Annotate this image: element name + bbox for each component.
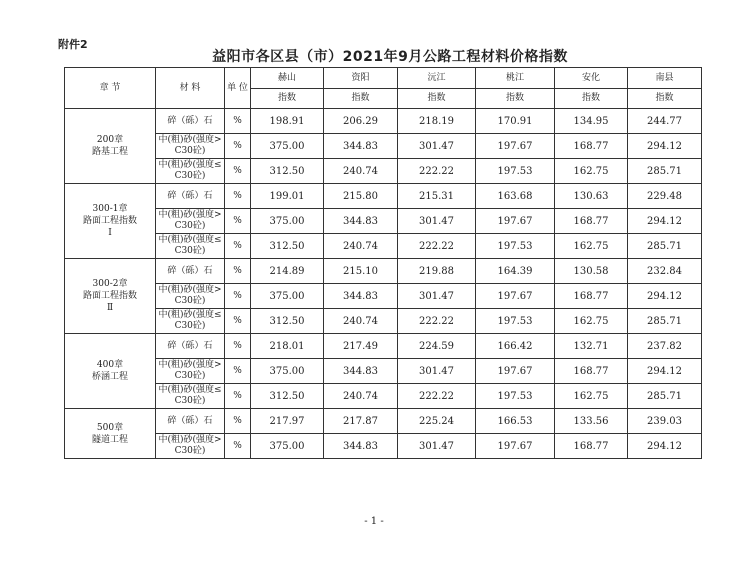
index-value-cell: 244.77	[628, 109, 702, 134]
index-value-cell: 344.83	[324, 434, 398, 459]
index-value-cell: 215.80	[324, 184, 398, 209]
header-county-nanxian: 南县	[628, 68, 702, 89]
chapter-cell: 200章 路基工程	[65, 109, 156, 184]
index-value-cell: 168.77	[555, 209, 628, 234]
table-row	[65, 184, 702, 209]
index-value-cell: 229.48	[628, 184, 702, 209]
index-value-cell: 375.00	[251, 209, 324, 234]
index-value-cell: 133.56	[555, 409, 628, 434]
index-value-cell: 312.50	[251, 309, 324, 334]
table-row	[65, 384, 702, 409]
index-value-cell: 219.88	[398, 259, 476, 284]
index-value-cell: 206.29	[324, 109, 398, 134]
material-cell: 碎（砾）石	[156, 409, 225, 434]
index-value-cell: 217.97	[251, 409, 324, 434]
unit-cell: %	[225, 109, 251, 134]
header-county-yuanjiang: 沅江	[398, 68, 476, 89]
index-value-cell: 222.22	[398, 384, 476, 409]
table-row	[65, 109, 702, 134]
unit-cell: %	[225, 334, 251, 359]
index-value-cell: 197.67	[476, 209, 555, 234]
index-value-cell: 375.00	[251, 134, 324, 159]
unit-cell: %	[225, 409, 251, 434]
index-value-cell: 285.71	[628, 309, 702, 334]
header-index: 指数	[555, 89, 628, 109]
table-row	[65, 209, 702, 234]
index-value-cell: 217.49	[324, 334, 398, 359]
header-county-heshan: 赫山	[251, 68, 324, 89]
chapter-cell: 300-1章 路面工程指数 Ⅰ	[65, 184, 156, 259]
unit-cell: %	[225, 384, 251, 409]
page-title: 益阳市各区县（市）2021年9月公路工程材料价格指数	[212, 49, 568, 65]
material-cell: 中(粗)砂(强度≤ C30砼)	[156, 159, 225, 184]
unit-cell: %	[225, 209, 251, 234]
index-value-cell: 344.83	[324, 134, 398, 159]
header-chapter: 章 节	[65, 68, 156, 109]
index-value-cell: 197.67	[476, 434, 555, 459]
index-value-cell: 218.01	[251, 334, 324, 359]
material-cell: 中(粗)砂(强度> C30砼)	[156, 209, 225, 234]
material-cell: 中(粗)砂(强度≤ C30砼)	[156, 384, 225, 409]
index-value-cell: 199.01	[251, 184, 324, 209]
header-index: 指数	[628, 89, 702, 109]
index-value-cell: 222.22	[398, 234, 476, 259]
index-value-cell: 198.91	[251, 109, 324, 134]
index-value-cell: 301.47	[398, 209, 476, 234]
index-value-cell: 130.58	[555, 259, 628, 284]
index-value-cell: 222.22	[398, 309, 476, 334]
index-value-cell: 163.68	[476, 184, 555, 209]
table-body	[65, 68, 702, 459]
index-value-cell: 301.47	[398, 359, 476, 384]
index-value-cell: 166.42	[476, 334, 555, 359]
index-value-cell: 344.83	[324, 284, 398, 309]
index-value-cell: 162.75	[555, 384, 628, 409]
header-index: 指数	[324, 89, 398, 109]
attachment-label: 附件2	[58, 38, 88, 51]
header-county-anhua: 安化	[555, 68, 628, 89]
index-value-cell: 168.77	[555, 284, 628, 309]
material-cell: 碎（砾）石	[156, 109, 225, 134]
index-value-cell: 240.74	[324, 309, 398, 334]
unit-cell: %	[225, 234, 251, 259]
index-value-cell: 162.75	[555, 159, 628, 184]
unit-cell: %	[225, 159, 251, 184]
index-value-cell: 239.03	[628, 409, 702, 434]
material-cell: 碎（砾）石	[156, 334, 225, 359]
table-row	[65, 259, 702, 284]
index-value-cell: 164.39	[476, 259, 555, 284]
chapter-cell: 500章 隧道工程	[65, 409, 156, 459]
index-value-cell: 375.00	[251, 434, 324, 459]
unit-cell: %	[225, 259, 251, 284]
table-row	[65, 409, 702, 434]
index-value-cell: 197.53	[476, 234, 555, 259]
index-value-cell: 224.59	[398, 334, 476, 359]
unit-cell: %	[225, 184, 251, 209]
table-row	[65, 434, 702, 459]
index-value-cell: 197.53	[476, 384, 555, 409]
index-value-cell: 375.00	[251, 359, 324, 384]
index-value-cell: 170.91	[476, 109, 555, 134]
table-row	[65, 134, 702, 159]
index-value-cell: 197.67	[476, 359, 555, 384]
index-value-cell: 312.50	[251, 234, 324, 259]
table-row	[65, 284, 702, 309]
index-value-cell: 294.12	[628, 134, 702, 159]
index-value-cell: 166.53	[476, 409, 555, 434]
unit-cell: %	[225, 434, 251, 459]
index-value-cell: 294.12	[628, 434, 702, 459]
table-row	[65, 359, 702, 384]
unit-cell: %	[225, 309, 251, 334]
index-value-cell: 215.10	[324, 259, 398, 284]
index-value-cell: 301.47	[398, 434, 476, 459]
index-value-cell: 168.77	[555, 434, 628, 459]
index-value-cell: 222.22	[398, 159, 476, 184]
index-value-cell: 240.74	[324, 159, 398, 184]
unit-cell: %	[225, 134, 251, 159]
material-cell: 中(粗)砂(强度≤ C30砼)	[156, 234, 225, 259]
index-value-cell: 240.74	[324, 234, 398, 259]
index-value-cell: 130.63	[555, 184, 628, 209]
material-cell: 中(粗)砂(强度≤ C30砼)	[156, 309, 225, 334]
material-cell: 中(粗)砂(强度> C30砼)	[156, 134, 225, 159]
index-value-cell: 134.95	[555, 109, 628, 134]
index-value-cell: 197.53	[476, 309, 555, 334]
index-value-cell: 162.75	[555, 234, 628, 259]
chapter-cell: 400章 桥涵工程	[65, 334, 156, 409]
index-value-cell: 240.74	[324, 384, 398, 409]
index-value-cell: 232.84	[628, 259, 702, 284]
index-value-cell: 285.71	[628, 384, 702, 409]
header-county-ziyang: 资阳	[324, 68, 398, 89]
table-row	[65, 234, 702, 259]
index-value-cell: 285.71	[628, 234, 702, 259]
index-value-cell: 301.47	[398, 284, 476, 309]
index-value-cell: 168.77	[555, 359, 628, 384]
index-value-cell: 312.50	[251, 384, 324, 409]
index-value-cell: 162.75	[555, 309, 628, 334]
header-row-counties	[65, 68, 702, 89]
material-cell: 碎（砾）石	[156, 184, 225, 209]
index-value-cell: 294.12	[628, 359, 702, 384]
material-cell: 中(粗)砂(强度> C30砼)	[156, 359, 225, 384]
table-row	[65, 309, 702, 334]
table-row	[65, 334, 702, 359]
index-value-cell: 215.31	[398, 184, 476, 209]
header-index: 指数	[251, 89, 324, 109]
index-value-cell: 168.77	[555, 134, 628, 159]
index-value-cell: 312.50	[251, 159, 324, 184]
index-value-cell: 197.67	[476, 134, 555, 159]
chapter-cell: 300-2章 路面工程指数 Ⅱ	[65, 259, 156, 334]
index-value-cell: 344.83	[324, 359, 398, 384]
index-value-cell: 132.71	[555, 334, 628, 359]
header-unit: 单 位	[225, 68, 251, 109]
index-value-cell: 197.67	[476, 284, 555, 309]
index-value-cell: 237.82	[628, 334, 702, 359]
index-value-cell: 294.12	[628, 209, 702, 234]
index-value-cell: 218.19	[398, 109, 476, 134]
index-value-cell: 294.12	[628, 284, 702, 309]
price-index-table	[64, 67, 702, 459]
index-value-cell: 225.24	[398, 409, 476, 434]
index-value-cell: 214.89	[251, 259, 324, 284]
header-index: 指数	[476, 89, 555, 109]
material-cell: 中(粗)砂(强度> C30砼)	[156, 434, 225, 459]
table-row	[65, 159, 702, 184]
index-value-cell: 197.53	[476, 159, 555, 184]
index-value-cell: 344.83	[324, 209, 398, 234]
index-value-cell: 301.47	[398, 134, 476, 159]
header-county-taojiang: 桃江	[476, 68, 555, 89]
header-index: 指数	[398, 89, 476, 109]
page-number: - 1 -	[364, 516, 384, 527]
material-cell: 碎（砾）石	[156, 259, 225, 284]
unit-cell: %	[225, 284, 251, 309]
index-value-cell: 285.71	[628, 159, 702, 184]
index-value-cell: 217.87	[324, 409, 398, 434]
material-cell: 中(粗)砂(强度> C30砼)	[156, 284, 225, 309]
header-material: 材 料	[156, 68, 225, 109]
index-value-cell: 375.00	[251, 284, 324, 309]
unit-cell: %	[225, 359, 251, 384]
